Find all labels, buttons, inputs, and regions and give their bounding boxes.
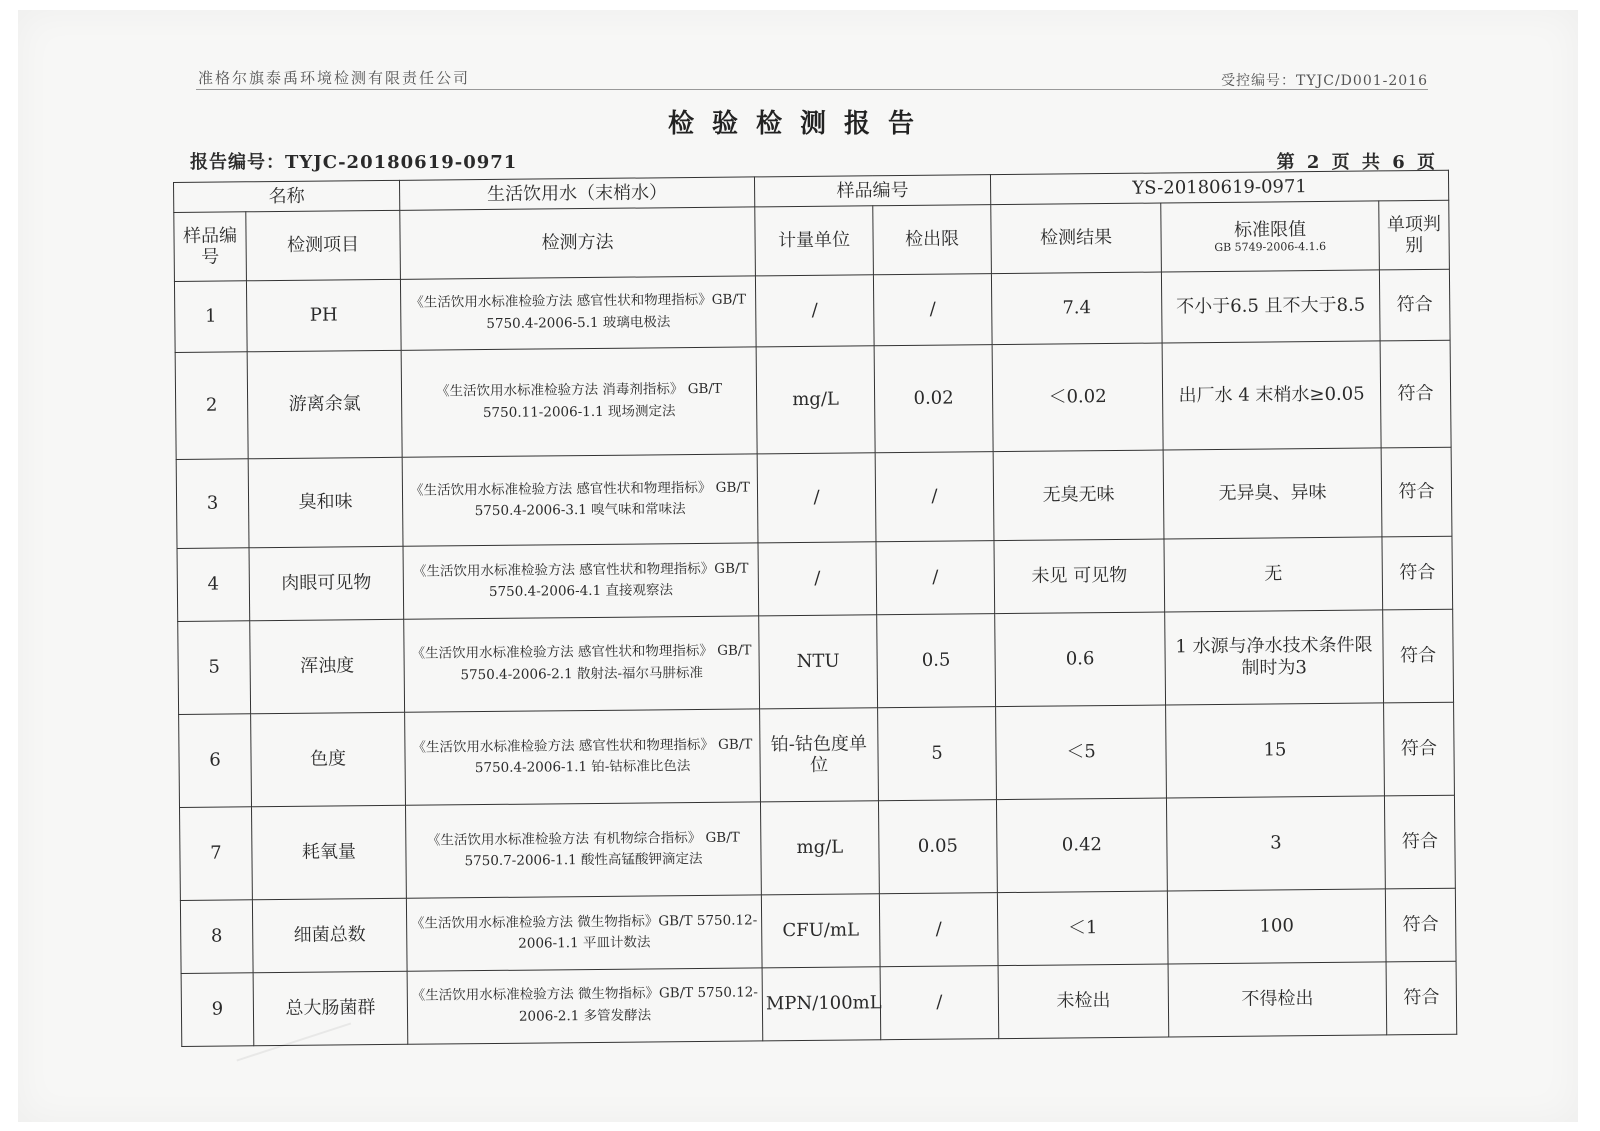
row-judgement: 符合: [1382, 536, 1453, 609]
control-number: 受控编号：TYJC/D001-2016: [1221, 73, 1428, 89]
row-unit: /: [758, 542, 877, 616]
row-standard: 不小于6.5 且不大于8.5: [1161, 270, 1380, 343]
table-row: [176, 447, 1452, 548]
row-method: 《生活饮用水标准检验方法 有机物综合指标》 GB/T 5750.7-2006-1.1 酸性高锰酸钾滴定法: [405, 802, 761, 898]
company-name: 准格尔旗泰禹环境检测有限责任公司: [198, 69, 471, 87]
row-item: 臭和味: [248, 457, 403, 547]
page-number: 第 2 页 共 6 页: [1276, 152, 1438, 173]
table-row: [177, 536, 1453, 621]
row-item: 细菌总数: [252, 898, 407, 972]
col-standard-label: 标准限值: [1233, 218, 1307, 241]
row-unit: /: [755, 275, 874, 347]
header-rule: [196, 89, 1428, 90]
row-item: 肉眼可见物: [249, 546, 404, 620]
row-judgement: 符合: [1379, 269, 1450, 340]
row-limit: /: [873, 274, 992, 346]
row-unit: /: [757, 453, 876, 543]
row-result: 0.6: [995, 612, 1166, 707]
row-item: 耗氧量: [252, 805, 407, 900]
sample-id-label: 样品编号: [754, 175, 990, 208]
row-result: ＜1: [997, 891, 1168, 965]
row-standard: 无异臭、异味: [1163, 448, 1382, 539]
column-header-row: [174, 201, 1450, 282]
row-unit: CFU/mL: [761, 894, 880, 968]
row-limit: 5: [878, 707, 997, 801]
row-no: 2: [175, 352, 248, 460]
row-method: 《生活饮用水标准检验方法 消毒剂指标》 GB/T 5750.11-2006-1.1 现场测定法: [401, 347, 757, 458]
row-judgement: 符合: [1384, 702, 1455, 796]
test-results-table: [173, 170, 1457, 1047]
table-row: [179, 702, 1455, 807]
table-row: [178, 609, 1454, 714]
row-no: 9: [181, 973, 254, 1047]
row-no: 4: [177, 548, 250, 622]
row-no: 3: [176, 459, 249, 549]
row-unit: mg/L: [756, 346, 875, 454]
row-standard: 不得检出: [1168, 962, 1387, 1037]
row-result: 无臭无味: [993, 450, 1164, 541]
table-row: [174, 269, 1450, 352]
row-item: 浑浊度: [250, 619, 405, 714]
row-standard: 出厂水 4 末梢水≥0.05: [1162, 341, 1381, 450]
row-limit: /: [875, 452, 994, 542]
row-no: 5: [178, 621, 251, 715]
table-row: [180, 888, 1456, 973]
col-standard: [1161, 201, 1380, 272]
row-unit: MPN/100mL: [762, 967, 881, 1041]
col-standard-ref: GB 5749-2006-4.1.6: [1214, 240, 1327, 255]
row-unit: NTU: [759, 615, 878, 709]
row-limit: /: [879, 893, 998, 967]
row-no: 6: [179, 714, 252, 808]
row-result: 未检出: [998, 964, 1169, 1039]
row-limit: /: [880, 966, 999, 1040]
row-no: 7: [180, 807, 253, 901]
row-method: 《生活饮用水标准检验方法 微生物指标》GB/T 5750.12-2006-1.1 平皿计数法: [406, 895, 762, 971]
col-judgement: 单项判别: [1379, 201, 1450, 270]
row-unit: 铂-钴色度单位: [760, 708, 879, 802]
row-method: 《生活饮用水标准检验方法 感官性状和物理指标》 GB/T 5750.4-2006-2.1 散射法-福尔马肼标准: [404, 616, 760, 712]
row-limit: 0.02: [874, 345, 993, 453]
row-judgement: 符合: [1386, 961, 1457, 1035]
table-row: [181, 961, 1457, 1046]
row-limit: 0.5: [877, 614, 996, 708]
row-standard: 3: [1166, 796, 1385, 891]
row-method: 《生活饮用水标准检验方法 微生物指标》GB/T 5750.12-2006-2.1 多管发酵法: [407, 968, 763, 1044]
col-result: 检测结果: [991, 203, 1162, 273]
row-judgement: 符合: [1384, 795, 1455, 889]
row-limit: /: [876, 541, 995, 615]
table-row: [180, 795, 1456, 900]
row-unit: mg/L: [760, 801, 879, 895]
col-method: 检测方法: [400, 207, 756, 279]
row-judgement: 符合: [1385, 888, 1456, 961]
row-judgement: 符合: [1380, 340, 1451, 448]
row-result: 7.4: [991, 272, 1162, 344]
row-item: 色度: [251, 712, 406, 807]
row-item: 游离余氯: [247, 350, 402, 459]
row-judgement: 符合: [1381, 447, 1452, 537]
row-result: 未见 可见物: [994, 539, 1165, 613]
row-method: 《生活饮用水标准检验方法 感官性状和物理指标》 GB/T 5750.4-2006-3.1 嗅气味和常味法: [402, 454, 758, 546]
row-standard: 100: [1167, 889, 1386, 964]
row-item: PH: [246, 279, 401, 351]
row-no: 8: [180, 900, 253, 974]
row-method: 《生活饮用水标准检验方法 感官性状和物理指标》GB/T 5750.4-2006-4.1 直接观察法: [403, 543, 759, 619]
row-result: ＜5: [996, 705, 1167, 800]
row-no: 1: [174, 281, 247, 353]
report-number: 报告编号：TYJC-20180619-0971: [190, 152, 518, 173]
row-limit: 0.05: [878, 800, 997, 894]
row-method: 《生活饮用水标准检验方法 感官性状和物理指标》 GB/T 5750.4-2006-1.1 铂-钴标准比色法: [405, 709, 761, 805]
row-result: ＜0.02: [992, 343, 1163, 452]
row-item: 总大肠菌群: [253, 971, 408, 1045]
row-method: 《生活饮用水标准检验方法 感官性状和物理指标》GB/T 5750.4-2006-5.1 玻璃电极法: [400, 276, 756, 350]
col-item: 检测项目: [246, 211, 401, 281]
table-row: [175, 340, 1451, 459]
row-standard: 1 水源与净水技术条件限制时为3: [1165, 610, 1384, 705]
sample-name-value: 生活饮用水（末梢水）: [399, 177, 754, 211]
row-standard: 15: [1166, 703, 1385, 798]
sample-name-label: 名称: [174, 180, 400, 213]
row-result: 0.42: [996, 798, 1167, 893]
sample-id-value: YS-20180619-0971: [990, 170, 1448, 205]
col-detection-limit: 检出限: [873, 205, 992, 275]
row-standard: 无: [1164, 537, 1383, 612]
row-judgement: 符合: [1383, 609, 1454, 703]
col-sample-no: 样品编号: [174, 212, 247, 281]
col-unit: 计量单位: [755, 206, 874, 276]
report-title: 检验检测报告: [667, 109, 932, 139]
